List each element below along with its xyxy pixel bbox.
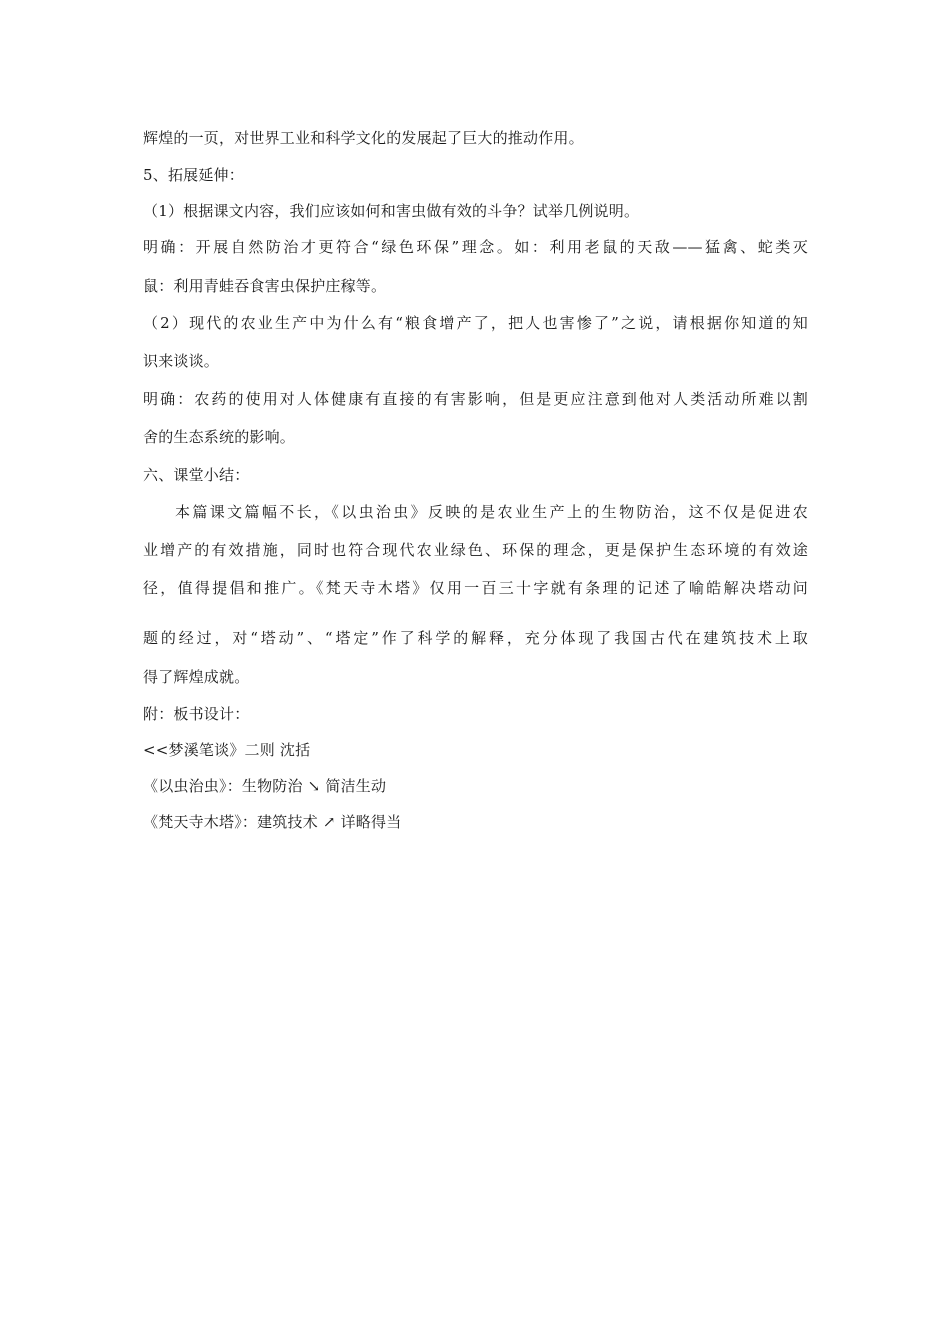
question-line: （2）现代的农业生产中为什么有“粮食增产了，把人也害惨了”之说，请根据你知道的知 (143, 314, 808, 332)
answer-line: 舍的生态系统的影响。 (143, 428, 296, 446)
section-heading: 5、拓展延伸： (143, 166, 244, 184)
question-line: （1）根据课文内容，我们应该如何和害虫做有效的斗争？试举几例说明。 (143, 202, 640, 220)
board-design-line: 《以虫治虫》：生物防治 ↘ 简洁生动 (143, 777, 387, 795)
answer-line: 鼠：利用青蛙吞食害虫保护庄稼等。 (143, 277, 387, 295)
paragraph-line: 业增产的有效措施，同时也符合现代农业绿色、环保的理念，更是保护生态环境的有效途 (143, 541, 808, 559)
answer-line: 明确：农药的使用对人体健康有直接的有害影响，但是更应注意到他对人类活动所难以割 (143, 390, 808, 408)
section-heading: 附：板书设计： (143, 705, 250, 723)
question-line: 识来谈谈。 (143, 352, 220, 370)
paragraph-line: 得了辉煌成就。 (143, 668, 250, 686)
paragraph-line: 本篇课文篇幅不长，《以虫治虫》反映的是农业生产上的生物防治，这不仅是促进农 (175, 503, 808, 521)
section-heading: 六、课堂小结： (143, 466, 250, 484)
answer-line: 明确：开展自然防治才更符合“绿色环保”理念。如：利用老鼠的天敌——猛禽、蛇类灭 (143, 238, 808, 256)
paragraph-line: 径，值得提倡和推广。《梵天寺木塔》仅用一百三十字就有条理的记述了喻皓解决塔动问 (143, 579, 808, 597)
text-line: 辉煌的一页，对世界工业和科学文化的发展起了巨大的推动作用。 (143, 129, 584, 147)
board-design-line: 《梵天寺木塔》：建筑技术 ↗ 详略得当 (143, 813, 402, 831)
board-design-line: <<梦溪笔谈》二则 沈括 (143, 741, 311, 759)
paragraph-line: 题的经过，对“塔动”、“塔定”作了科学的解释，充分体现了我国古代在建筑技术上取 (143, 629, 808, 647)
